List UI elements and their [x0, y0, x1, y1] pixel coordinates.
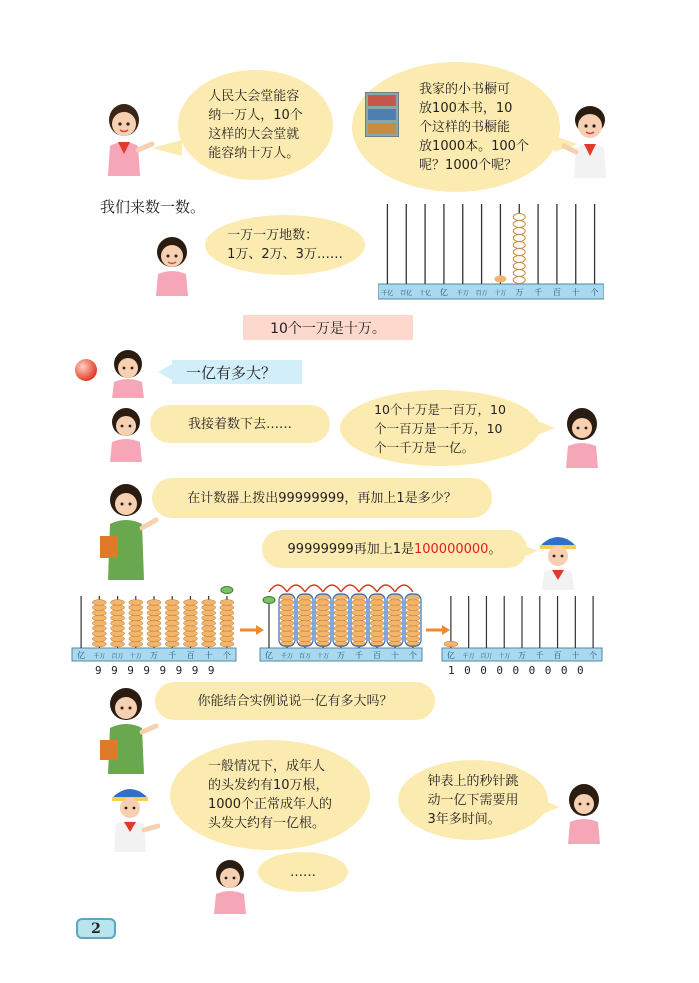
abacus-bead	[129, 626, 143, 632]
abacus-bead	[183, 610, 197, 616]
abacus-bead	[220, 610, 234, 616]
boy-illustration	[104, 782, 160, 852]
abacus-bead	[352, 626, 366, 632]
speech-bubble-hair	[170, 740, 370, 850]
abacus-bead	[147, 626, 161, 632]
place-label: 个	[409, 651, 417, 660]
abacus-bead	[370, 620, 384, 626]
abacus-bead	[111, 636, 125, 642]
abacus-bead	[352, 620, 366, 626]
place-label: 个	[222, 651, 231, 660]
abacus-bead	[298, 620, 312, 626]
place-label: 百亿	[400, 290, 413, 297]
abacus-bead	[352, 615, 366, 621]
girl-illustration	[556, 404, 606, 468]
abacus-bead	[406, 610, 420, 616]
carry-arrow-icon	[359, 585, 377, 592]
place-label: 百	[552, 288, 561, 297]
abacus-bead	[352, 636, 366, 642]
answer-prefix: 99999999再加上1是	[287, 541, 414, 557]
place-label: 十亿	[419, 290, 432, 297]
place-label: 千万	[456, 290, 469, 297]
abacus-bead	[406, 626, 420, 632]
abacus-bead	[129, 631, 143, 637]
abacus-bead-outline	[513, 214, 525, 221]
abacus-bead	[147, 620, 161, 626]
abacus-bead	[202, 610, 216, 616]
abacus-bead	[316, 626, 330, 632]
speech-bubble-teacher-q	[152, 478, 492, 518]
abacus-bead-outline	[513, 221, 525, 228]
abacus-bead-outline	[513, 263, 525, 270]
abacus-bead	[298, 615, 312, 621]
abacus-bead	[92, 641, 106, 647]
abacus-bead	[111, 600, 125, 606]
abacus-bead	[202, 626, 216, 632]
bubble-text-ellipsis: ……	[290, 864, 316, 880]
abacus-bead	[129, 636, 143, 642]
abacus-bead	[334, 615, 348, 621]
abacus-bead	[92, 631, 106, 637]
abacus-digits-right: 100000000	[448, 664, 594, 677]
abacus-bead	[370, 605, 384, 611]
abacus-bead-added	[263, 597, 275, 604]
place-label: 万	[515, 288, 524, 297]
abacus-bead-outline	[513, 277, 525, 284]
abacus-bead	[183, 641, 197, 647]
abacus-bead	[202, 631, 216, 637]
abacus-bead	[220, 631, 234, 637]
abacus-bead	[298, 600, 312, 606]
bubble-text-clock: 钟表上的秒针跳 动一亿下需要用 3年多时间。	[427, 773, 519, 827]
abacus-bead	[370, 626, 384, 632]
abacus-bead	[147, 631, 161, 637]
abacus-bead	[111, 610, 125, 616]
place-label: 十万	[129, 653, 142, 660]
abacus-bead	[298, 610, 312, 616]
abacus-bead	[334, 631, 348, 637]
girl-illustration	[104, 346, 156, 398]
abacus-bead	[92, 636, 106, 642]
abacus-bead	[183, 626, 197, 632]
place-label: 千	[534, 288, 543, 297]
speech-bubble-ellipsis	[258, 852, 348, 892]
place-label: 百	[186, 651, 195, 660]
girl-illustration	[204, 856, 258, 914]
abacus-bead	[388, 610, 402, 616]
abacus-digits-left: 99999999	[95, 664, 224, 677]
abacus-bead-added	[221, 587, 233, 594]
bubble-text-bookcase: 我家的小书橱可 放100本书，10 个这样的书橱能 放1000本。100个 呢？1000个呢？	[419, 81, 529, 173]
abacus-bead	[165, 600, 179, 606]
abacus-bead	[202, 605, 216, 611]
abacus-bead	[406, 615, 420, 621]
place-label: 十	[204, 651, 213, 660]
abacus-bead	[111, 620, 125, 626]
abacus-bead	[183, 615, 197, 621]
abacus-bead	[370, 615, 384, 621]
abacus-bead	[334, 605, 348, 611]
bubble-text-teacher-q: 在计数器上拨出99999999，再加上1是多少？	[187, 490, 457, 506]
abacus-bead	[280, 605, 294, 611]
abacus-bead	[202, 615, 216, 621]
place-label: 千亿	[381, 290, 394, 297]
bubble-tail	[152, 140, 182, 156]
arrow-icon	[442, 625, 450, 635]
place-label: 百	[373, 651, 381, 660]
carry-arrow-icon	[395, 585, 413, 592]
abacus-bead	[352, 605, 366, 611]
abacus-bead	[92, 605, 106, 611]
abacus-bead-outline	[513, 249, 525, 256]
abacus-bead	[280, 636, 294, 642]
bubble-text-continue: 我接着数下去……	[187, 416, 292, 432]
abacus-bead	[352, 600, 366, 606]
carry-arrow-icon	[269, 585, 287, 592]
abacus-bead	[280, 626, 294, 632]
abacus-bead	[370, 631, 384, 637]
place-label: 百万	[298, 653, 312, 660]
speech-bubble-chain	[340, 390, 540, 466]
abacus-bead	[334, 610, 348, 616]
abacus-bead	[220, 620, 234, 626]
abacus-bead	[316, 610, 330, 616]
abacus-bead	[316, 605, 330, 611]
place-label: 个	[589, 651, 598, 660]
abacus-bead	[406, 605, 420, 611]
place-label: 十	[571, 288, 580, 297]
abacus-bead	[298, 626, 312, 632]
place-label: 万	[337, 651, 345, 660]
abacus-bead	[220, 641, 234, 647]
place-label: 百	[553, 651, 562, 660]
abacus-bead	[388, 605, 402, 611]
abacus-bead	[334, 600, 348, 606]
place-label: 十	[391, 651, 399, 660]
bubble-text-count: 一万一万地数： 1万、2万、3万……	[227, 228, 343, 262]
abacus-bead	[316, 636, 330, 642]
place-label: 十万	[316, 653, 330, 660]
place-label: 个	[590, 288, 599, 297]
place-label: 十	[571, 651, 580, 660]
carry-arrow-icon	[341, 585, 359, 592]
abacus-bead	[111, 626, 125, 632]
speech-bubble-answer	[262, 530, 527, 568]
boy-illustration	[560, 100, 616, 178]
abacus-bead	[370, 636, 384, 642]
abacus-bead	[316, 600, 330, 606]
abacus-bead-outline	[513, 270, 525, 277]
place-label: 千	[168, 651, 177, 660]
abacus-bead	[165, 610, 179, 616]
abacus-bead	[202, 600, 216, 606]
bubble-tail	[535, 420, 555, 436]
abacus-bead	[298, 605, 312, 611]
girl-illustration	[558, 780, 608, 844]
abacus-bead	[92, 600, 106, 606]
abacus-bead	[183, 600, 197, 606]
abacus-bead	[298, 631, 312, 637]
abacus-bead	[165, 641, 179, 647]
abacus-bead	[183, 636, 197, 642]
abacus-bead	[494, 276, 506, 283]
bubble-text-answer	[288, 540, 502, 559]
place-label: 百万	[475, 290, 488, 297]
teacher-illustration	[96, 684, 160, 774]
bubble-text-teacher-q2: 你能结合实例说说一亿有多大吗？	[197, 693, 393, 709]
page-number: 2	[76, 918, 116, 939]
count-intro-text: 我们来数一数。	[100, 198, 206, 216]
abacus-bead	[298, 636, 312, 642]
place-label: 亿	[77, 651, 86, 660]
place-label: 亿	[446, 651, 455, 660]
abacus-bead	[316, 631, 330, 637]
abacus-bead-outline	[513, 228, 525, 235]
abacus-bead	[165, 615, 179, 621]
abacus-bead	[316, 620, 330, 626]
abacus-top	[378, 204, 604, 300]
abacus-bead	[129, 641, 143, 647]
abacus-bead	[280, 620, 294, 626]
place-label: 亿	[265, 651, 273, 660]
girl-illustration	[102, 404, 156, 462]
arrow-icon	[256, 625, 264, 635]
abacus-bead	[111, 641, 125, 647]
abacus-bead	[202, 636, 216, 642]
abacus-bead	[129, 600, 143, 606]
abacus-bead	[316, 615, 330, 621]
abacus-bead	[183, 620, 197, 626]
abacus-bead	[352, 631, 366, 637]
abacus-bead	[92, 615, 106, 621]
bubble-text-hair: 一般情况下，成年人 的头发约有10万根， 1000个正常成年人的 头发大约有一亿根。	[207, 759, 333, 831]
abacus-bead	[334, 626, 348, 632]
abacus-bead	[111, 631, 125, 637]
abacus-bead	[183, 605, 197, 611]
abacus-bead	[280, 631, 294, 637]
abacus-bead	[406, 600, 420, 606]
abacus-bead	[202, 620, 216, 626]
abacus-bead	[220, 615, 234, 621]
abacus-bead	[147, 641, 161, 647]
place-label: 十万	[498, 653, 511, 660]
answer-suffix: 。	[488, 541, 502, 557]
abacus-bead	[183, 631, 197, 637]
speech-bubble-hall	[178, 70, 333, 180]
abacus-bead	[388, 636, 402, 642]
abacus-bead	[111, 605, 125, 611]
abacus-bead-outline	[513, 242, 525, 249]
abacus-bead	[406, 631, 420, 637]
place-label: 千万	[462, 653, 475, 660]
place-label: 万	[518, 651, 526, 660]
teacher-illustration	[96, 480, 160, 580]
speech-bubble-count	[205, 215, 365, 275]
abacus-bead	[388, 626, 402, 632]
abacus-bead	[92, 626, 106, 632]
place-label: 百万	[111, 653, 124, 660]
boy-illustration	[100, 98, 156, 176]
abacus-bead	[220, 600, 234, 606]
abacus-bead	[111, 615, 125, 621]
bubble-text-chain: 10个十万是一百万，10 个一百万是一千万，10 个一千万是一亿。	[374, 401, 506, 455]
place-label: 万	[150, 651, 158, 660]
place-label: 千万	[93, 653, 106, 660]
abacus-bead	[147, 610, 161, 616]
carry-arrow-icon	[323, 585, 341, 592]
abacus-bead	[334, 620, 348, 626]
abacus-bead-outline	[513, 256, 525, 263]
abacus-bead	[280, 610, 294, 616]
abacus-bead	[147, 600, 161, 606]
place-label: 亿	[439, 288, 448, 297]
carry-arrow-icon	[305, 585, 323, 592]
abacus-bead	[129, 615, 143, 621]
abacus-bead	[129, 605, 143, 611]
abacus-bead	[388, 600, 402, 606]
abacus-bead	[280, 600, 294, 606]
abacus-bead	[165, 636, 179, 642]
speech-bubble-clock	[398, 760, 548, 840]
abacus-bead	[147, 636, 161, 642]
carry-arrow-icon	[377, 585, 395, 592]
place-label: 百万	[480, 653, 493, 660]
bubble-text-hall: 人民大会堂能容 纳一万人，10个 这样的大会堂就 能容纳十万人。	[208, 89, 303, 161]
answer-value: 100000000	[413, 541, 489, 557]
abacus-bead	[92, 610, 106, 616]
abacus-bead	[370, 610, 384, 616]
abacus-bead	[280, 615, 294, 621]
speech-bubble-teacher-q2	[155, 682, 435, 720]
speech-bubble-continue	[150, 405, 330, 443]
abacus-bead	[388, 631, 402, 637]
girl-illustration	[146, 232, 202, 296]
abacus-bead	[220, 626, 234, 632]
ten-wan-banner: 10个一万是十万。	[243, 315, 413, 340]
place-label: 千万	[280, 653, 294, 660]
abacus-bead	[334, 636, 348, 642]
abacus-bead	[444, 641, 458, 647]
abacus-bead	[406, 620, 420, 626]
abacus-bead	[352, 610, 366, 616]
abacus-bead-outline	[513, 235, 525, 242]
abacus-bead	[220, 636, 234, 642]
carry-arrow-icon	[287, 585, 305, 592]
abacus-bead	[129, 610, 143, 616]
place-label: 十万	[494, 290, 507, 297]
bookcase-icon	[365, 92, 399, 137]
abacus-bead	[147, 605, 161, 611]
abacus-bead	[129, 620, 143, 626]
abacus-bead	[165, 631, 179, 637]
abacus-bead	[388, 615, 402, 621]
abacus-bead	[220, 605, 234, 611]
red-ball-icon	[74, 358, 98, 382]
abacus-bead	[92, 620, 106, 626]
abacus-bead	[370, 600, 384, 606]
abacus-bead	[165, 620, 179, 626]
abacus-bead	[147, 615, 161, 621]
how-big-banner: 一亿有多大？	[172, 360, 302, 384]
place-label: 千	[535, 651, 544, 660]
abacus-bead	[165, 605, 179, 611]
abacus-bead	[406, 636, 420, 642]
place-label: 千	[355, 651, 363, 660]
abacus-bead	[388, 620, 402, 626]
abacus-bead	[165, 626, 179, 632]
abacus-bead	[202, 641, 216, 647]
